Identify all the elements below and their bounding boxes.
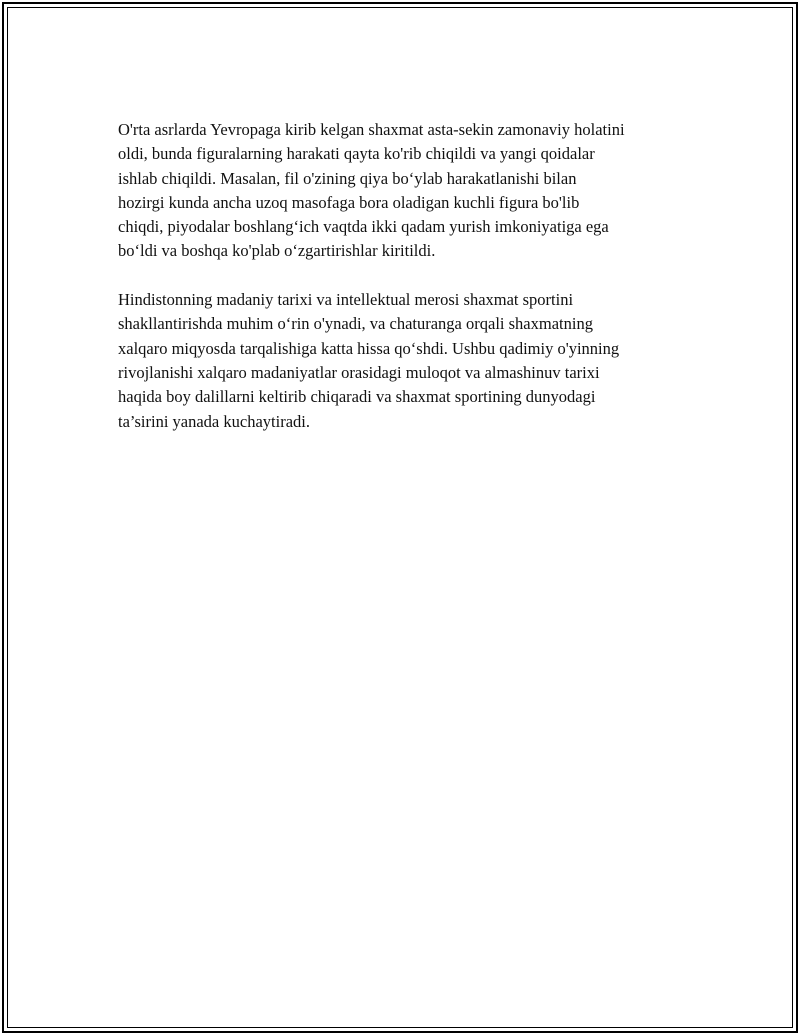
paragraph-2: Hindistonning madaniy tarixi va intellektual merosi shaxmat sportini shakllantirishda muhim o‘rin o'ynadi, va chaturanga orqali shaxmatning xalqaro miqyosda tarqalishiga katta hissa qo‘shdi. Ushbu qadimiy o'yinning rivojlanishi xalqaro madaniyatlar orasidagi muloqot va almashinuv tarixi haqida boy dalillarni keltirib chiqaradi va shaxmat sportining dunyodagi ta’sirini yanada kuchaytiradi. [118,290,620,431]
paragraph-1: O'rta asrlarda Yevropaga kirib kelgan shaxmat asta-sekin zamonaviy holatini oldi, bunda figuralarning harakati qayta ko'rib chiqildi va yangi qoidalar ishlab chiqildi. Masalan, fil o'zining qiya bo‘ylab harakatlanishi bilan hozirgi kunda ancha uzoq masofaga bora oladigan kuchli figura bo'lib chiqdi, piyodalar boshlang‘ich vaqtda ikki qadam yurish imkoniyatiga ega bo‘ldi va boshqa ko'plab o‘zgartirishlar kiritildi. [118,120,625,261]
document-body [118,118,692,434]
